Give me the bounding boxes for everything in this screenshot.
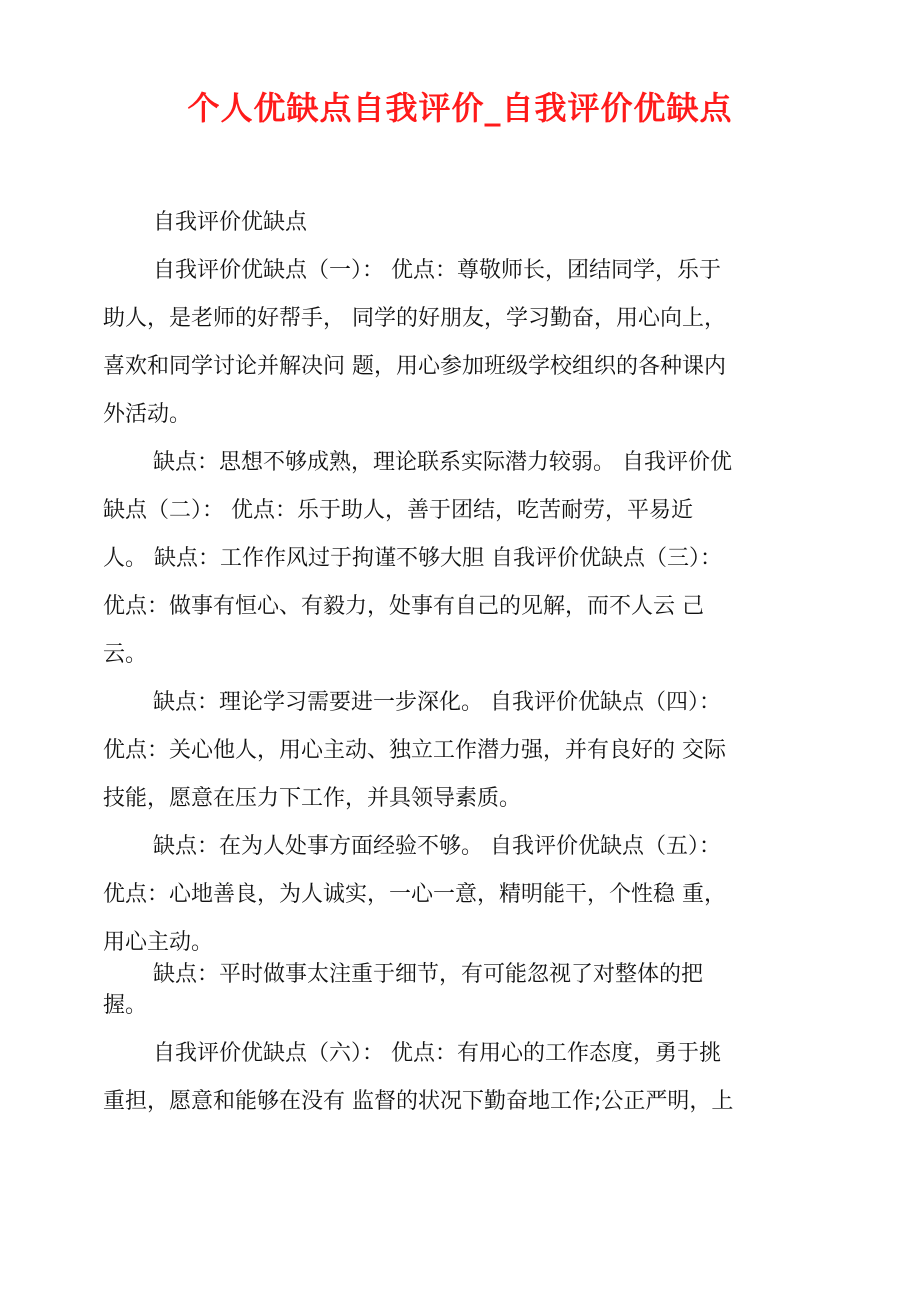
- body-line: 技能，愿意在压力下工作，并具领导素质。: [103, 786, 522, 811]
- body-line: 人。 缺点：工作作风过于拘谨不够大胆 自我评价优缺点（三）：: [103, 546, 722, 571]
- body-line: 缺点：思想不够成熟，理论联系实际潜力较弱。 自我评价优: [153, 450, 732, 475]
- body-line: 用心主动。: [103, 930, 214, 955]
- body-line: 缺点：平时做事太注重于细节，有可能忽视了对整体的把: [153, 962, 704, 987]
- body-line: 优点：心地善良，为人诚实，一心一意，精明能干，个性稳 重，: [103, 882, 726, 907]
- body-line: 优点：关心他人，用心主动、独立工作潜力强，并有良好的 交际: [103, 738, 726, 763]
- document-title: 个人优缺点自我评价_自我评价优缺点: [187, 89, 733, 127]
- body-line: 缺点：在为人处事方面经验不够。 自我评价优缺点（五）：: [153, 834, 721, 859]
- body-line: 自我评价优缺点: [153, 210, 308, 235]
- body-line: 优点：做事有恒心、有毅力，处事有自己的见解，而不人云 己: [103, 594, 704, 619]
- body-line: 自我评价优缺点（一）： 优点：尊敬师长，团结同学，乐于: [153, 258, 721, 283]
- body-line: 重担，愿意和能够在没有 监督的状况下勤奋地工作;公正严明，上: [103, 1089, 734, 1114]
- body-line: 外活动。: [103, 402, 192, 427]
- body-line: 助人，是老师的好帮手， 同学的好朋友，学习勤奋，用心向上，: [103, 306, 726, 331]
- body-line: 握。: [103, 993, 148, 1018]
- body-line: 云。: [103, 642, 148, 667]
- body-line: 缺点：理论学习需要进一步深化。 自我评价优缺点（四）：: [153, 690, 721, 715]
- body-line: 自我评价优缺点（六）： 优点：有用心的工作态度，勇于挑: [153, 1041, 721, 1066]
- body-line: 喜欢和同学讨论并解决问 题，用心参加班级学校组织的各种课内: [103, 354, 726, 379]
- body-line: 缺点（二）： 优点：乐于助人，善于团结，吃苦耐劳，平易近: [103, 498, 693, 523]
